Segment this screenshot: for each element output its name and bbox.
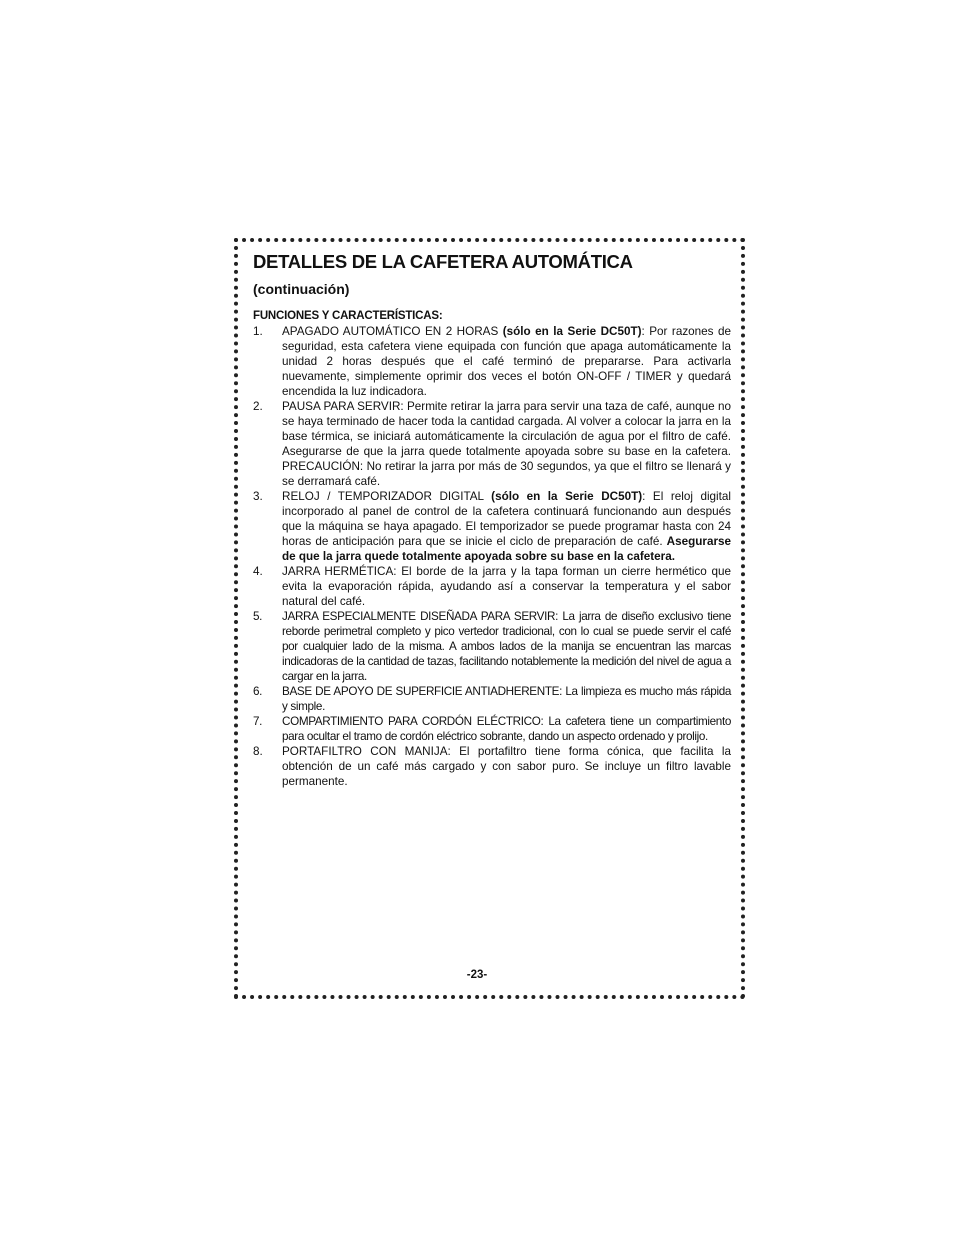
page-title: DETALLES DE LA CAFETERA AUTOMÁTICA <box>253 251 633 272</box>
feature-item-8 <box>253 744 731 789</box>
item-text: PORTAFILTRO CON MANIJA: El portafiltro tiene forma cónica, que facilita la obtención de un café más cargado y con sabor puro. Se incluye un filtro lavable permanente. <box>282 745 731 788</box>
feature-item-3 <box>253 489 731 564</box>
item-text: JARRA ESPECIALMENTE DISEÑADA PARA SERVIR: La jarra de diseño exclusivo tiene reborde perimetral completo y pico vertedor tradicional, con lo cual se puede servir el café por cualquier lado de la misma. A ambos lados de la manija se encuentran las marcas indicadoras de la cantidad de tazas, facilitando notablemente la medición del nivel de agua a cargar en la jarra. <box>282 610 731 683</box>
feature-item-7 <box>253 714 731 744</box>
item-number: 1. <box>253 325 263 338</box>
page-content <box>253 250 731 789</box>
item-number: 2. <box>253 400 263 413</box>
item-text: PAUSA PARA SERVIR: Permite retirar la jarra para servir una taza de café, aunque no se haya terminado de hacer toda la cantidad cargada. Al volver a colocar la jarra en la base térmica, se iniciará automáticamente la circulación de agua por el filtro de café. Asegurarse de que la jarra quede totalmente apoyada sobre su base en la cafetera. PRECAUCIÓN: No retirar la jarra por más de 30 segundos, ya que el filtro se llenará y se derramará café. <box>282 400 731 488</box>
item-number: 4. <box>253 565 263 578</box>
item-bold-warning: Asegurarse de que la jarra quede totalmente apoyada sobre su base en la cafetera. <box>282 535 731 563</box>
feature-item-2 <box>253 399 731 489</box>
item-bold-note: (sólo en la Serie DC50T) <box>491 490 643 503</box>
item-bold-note: (sólo en la Serie DC50T) <box>502 325 642 338</box>
item-number: 7. <box>253 715 263 728</box>
item-number: 8. <box>253 745 263 758</box>
item-text: : El reloj digital incorporado al panel de control de la cafetera continuará funcionando aun después que la máquina se haya apagado. El temporizador se puede programar hasta con 24 horas de anticipación para que se inicie el ciclo de preparación de café. <box>282 490 731 548</box>
item-text: BASE DE APOYO DE SUPERFICIE ANTIADHERENTE: La limpieza es mucho más rápida y simple. <box>282 685 731 713</box>
feature-item-6 <box>253 684 731 714</box>
item-number: 3. <box>253 490 263 503</box>
item-head: APAGADO AUTOMÁTICO EN 2 HORAS <box>282 325 499 338</box>
item-text: : Por razones de seguridad, esta cafetera viene equipada con función que apaga automáticamente la unidad 2 horas después que el café terminó de prepararse. Para activarla nuevamente, simplemente oprimir dos veces el botón ON-OFF / TIMER y quedará encendida la luz indicadora. <box>282 325 731 398</box>
page-number: -23- <box>466 969 488 981</box>
item-number: 5. <box>253 610 263 623</box>
feature-item-4 <box>253 564 731 609</box>
page-subtitle: (continuación) <box>253 281 350 297</box>
item-text: COMPARTIMIENTO PARA CORDÓN ELÉCTRICO: La cafetera tiene un compartimiento para ocultar el tramo de cordón eléctrico sobrante, dando un aspecto ordenado y prolijo. <box>282 715 731 743</box>
item-number: 6. <box>253 685 263 698</box>
feature-list <box>253 324 731 789</box>
feature-item-5 <box>253 609 731 684</box>
item-text: JARRA HERMÉTICA: El borde de la jarra y la tapa forman un cierre hermético que evita la evaporación rápida, ayudando así a conservar la temperatura y el sabor natural del café. <box>282 565 731 608</box>
feature-item-1 <box>253 324 731 399</box>
item-head: RELOJ / TEMPORIZADOR DIGITAL <box>282 490 484 503</box>
section-heading: FUNCIONES Y CARACTERÍSTICAS: <box>253 310 443 322</box>
